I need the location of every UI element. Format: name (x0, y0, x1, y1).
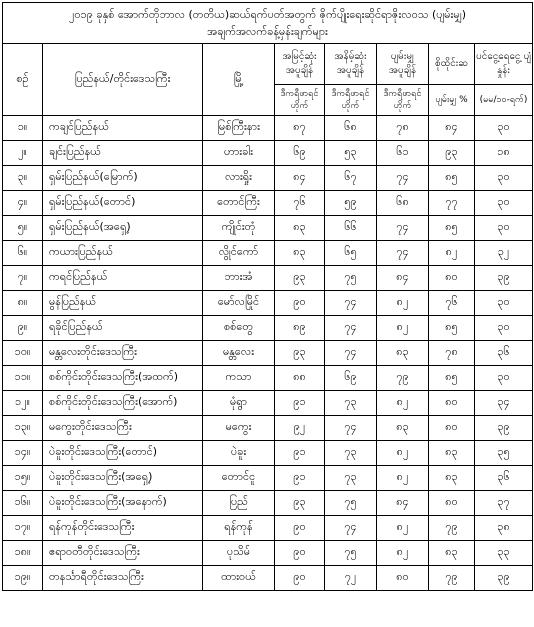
rainfall: ၃၆ (475, 466, 533, 491)
header-avg-temp: ပျမ်းမျှ အပူချိန် (377, 44, 429, 85)
region-name: စစ်ကိုင်းတိုင်းဒေသကြီး(အောက်) (43, 391, 203, 416)
avg-temp: ၈၂ (377, 516, 429, 541)
humidity: ၈၃ (429, 541, 475, 566)
rainfall: ၃၀ (475, 216, 533, 241)
unit-min-temp: ဒီကရီဖာရင် ဟိုက် (325, 85, 377, 116)
row-number: ၉။ (3, 316, 43, 341)
town-name: စစ်တွေ (203, 316, 275, 341)
region-name: မန္တလေးတိုင်းဒေသကြီး (43, 341, 203, 366)
rainfall: ၃၀ (475, 116, 533, 141)
min-temp: ၇၄ (325, 341, 377, 366)
town-name: ပြည် (203, 491, 275, 516)
unit-humidity: ပျမ်းမျှ % (429, 85, 475, 116)
row-number: ၁၈။ (3, 541, 43, 566)
max-temp: ၆၉ (275, 141, 325, 166)
title-line-1: ၂၀၁၉ ခုနှစ် အောက်တိုဘာလ (တတိယ)ဆယ်ရက်ပတ်အတွက် ဇိုက်ပျိုးရေးဆိုင်ရာဇိုးလဝသ (ပျမ်းမျှ) (68, 8, 467, 21)
weather-table (2, 2, 533, 591)
rainfall: ၃၃ (475, 541, 533, 566)
humidity: ၇၇ (429, 191, 475, 216)
region-name: မွန်ပြည်နယ် (43, 291, 203, 316)
region-name: ရှမ်းပြည်နယ်(တောင်) (43, 191, 203, 216)
max-temp: ၉၀ (275, 541, 325, 566)
row-number: ၂။ (3, 141, 43, 166)
rainfall: ၃၉ (475, 416, 533, 441)
row-number: ၄။ (3, 191, 43, 216)
row-number: ၁၉။ (3, 566, 43, 591)
rainfall: ၃၂ (475, 241, 533, 266)
avg-temp: ၈၂ (377, 391, 429, 416)
avg-temp: ၆၁ (377, 141, 429, 166)
town-name: ကျိုင်းတုံ (203, 216, 275, 241)
header-max-temp: အမြင့်ဆုံး အပူချိန် (275, 44, 325, 85)
table-row (3, 316, 533, 341)
rainfall: ၃၉ (475, 266, 533, 291)
region-name: စစ်ကိုင်းတိုင်းဒေသကြီး(အထက်) (43, 366, 203, 391)
table-row (3, 291, 533, 316)
avg-temp: ၆၈ (377, 191, 429, 216)
min-temp: ၇၃ (325, 466, 377, 491)
max-temp: ၉၁ (275, 391, 325, 416)
max-temp: ၉၃ (275, 341, 325, 366)
table-row (3, 491, 533, 516)
row-number: ၁၆။ (3, 491, 43, 516)
region-name: ရန်ကုန်တိုင်းဒေသကြီး (43, 516, 203, 541)
town-name: ပဲခူး (203, 441, 275, 466)
avg-temp: ၈၂ (377, 541, 429, 566)
avg-temp: ၈၃ (377, 341, 429, 366)
town-name: လွိုင်ကော် (203, 241, 275, 266)
town-name: မကွေး (203, 416, 275, 441)
avg-temp: ၇၄ (377, 241, 429, 266)
header-region: ပြည်နယ်/တိုင်းဒေသကြီး (43, 44, 203, 116)
humidity: ၈၅ (429, 216, 475, 241)
row-number: ၁၂။ (3, 391, 43, 416)
avg-temp: ၈၂ (377, 441, 429, 466)
humidity: ၈၂ (429, 241, 475, 266)
town-name: ဘားအံ (203, 266, 275, 291)
min-temp: ၅၉ (325, 191, 377, 216)
row-number: ၁၁။ (3, 366, 43, 391)
table-row (3, 141, 533, 166)
max-temp: ၉၀ (275, 291, 325, 316)
table-row (3, 166, 533, 191)
min-temp: ၇၅ (325, 541, 377, 566)
title-line-2: အချက်အလက်ခန့်မှန်းချက်များ (207, 25, 328, 38)
row-number: ၇။ (3, 266, 43, 291)
min-temp: ၇၄ (325, 316, 377, 341)
table-row (3, 441, 533, 466)
rainfall: ၃၆ (475, 341, 533, 366)
region-name: ဧရာဝတီတိုင်းဒေသကြီး (43, 541, 203, 566)
min-temp: ၆၅ (325, 241, 377, 266)
rainfall: ၃၀ (475, 291, 533, 316)
row-number: ၁၄။ (3, 441, 43, 466)
row-number: ၁။ (3, 116, 43, 141)
town-name: တောင်ကြီး (203, 191, 275, 216)
humidity: ၇၈ (429, 341, 475, 366)
table-row (3, 266, 533, 291)
min-temp: ၆၇ (325, 166, 377, 191)
avg-temp: ၈၀ (377, 566, 429, 591)
min-temp: ၇၃ (325, 391, 377, 416)
avg-temp: ၈၂ (377, 316, 429, 341)
humidity: ၈၃ (429, 466, 475, 491)
max-temp: ၈၇ (275, 116, 325, 141)
humidity: ၈၀ (429, 416, 475, 441)
row-number: ၃။ (3, 166, 43, 191)
max-temp: ၉၀ (275, 516, 325, 541)
rainfall: ၃၉ (475, 566, 533, 591)
rainfall: ၁၈ (475, 141, 533, 166)
town-name: ကသာ (203, 366, 275, 391)
max-temp: ၇၆ (275, 191, 325, 216)
max-temp: ၉၀ (275, 566, 325, 591)
table-row (3, 516, 533, 541)
humidity: ၈၄ (429, 116, 475, 141)
max-temp: ၈၉ (275, 316, 325, 341)
max-temp: ၈၃ (275, 216, 325, 241)
min-temp: ၇၂ (325, 566, 377, 591)
max-temp: ၉၂ (275, 416, 325, 441)
max-temp: ၉၃ (275, 266, 325, 291)
avg-temp: ၈၂ (377, 291, 429, 316)
min-temp: ၅၃ (325, 141, 377, 166)
avg-temp: ၈၄ (377, 491, 429, 516)
table-row (3, 541, 533, 566)
rainfall: ၃၄ (475, 391, 533, 416)
min-temp: ၇၃ (325, 441, 377, 466)
avg-temp: ၇၉ (377, 366, 429, 391)
rainfall: ၃၀ (475, 366, 533, 391)
table-title (3, 3, 533, 44)
rainfall: ၃၀ (475, 191, 533, 216)
min-temp: ၆၆ (325, 216, 377, 241)
region-name: ကယားပြည်နယ် (43, 241, 203, 266)
header-town: မြို့ (203, 44, 275, 116)
header-rainfall: ပင်ငွေ့ရေငွေ့ ပျံနှုန်း (475, 44, 533, 85)
table-body (3, 116, 533, 591)
min-temp: ၆၉ (325, 366, 377, 391)
table-row (3, 116, 533, 141)
humidity: ၈၅ (429, 316, 475, 341)
min-temp: ၇၅ (325, 266, 377, 291)
min-temp: ၇၅ (325, 491, 377, 516)
town-name: ပုသိမ် (203, 541, 275, 566)
table-row (3, 566, 533, 591)
min-temp: ၇၄ (325, 516, 377, 541)
table-row (3, 366, 533, 391)
max-temp: ၉၁ (275, 441, 325, 466)
avg-temp: ၈၄ (377, 266, 429, 291)
humidity: ၈၅ (429, 166, 475, 191)
rainfall: ၃၈ (475, 516, 533, 541)
town-name: တောင်ငူ (203, 466, 275, 491)
region-name: ရခိုင်ပြည်နယ် (43, 316, 203, 341)
unit-rainfall: (မမ/၁၀-ရက်) (475, 85, 533, 116)
max-temp: ၈၈ (275, 366, 325, 391)
town-name: ရန်ကုန် (203, 516, 275, 541)
row-number: ၈။ (3, 291, 43, 316)
humidity: ၇၆ (429, 291, 475, 316)
region-name: တနင်္သာရီတိုင်းဒေသကြီး (43, 566, 203, 591)
unit-max-temp: ဒီကရီဖာရင် ဟိုက် (275, 85, 325, 116)
avg-temp: ၈၂ (377, 466, 429, 491)
avg-temp: ၇၄ (377, 166, 429, 191)
table-row (3, 191, 533, 216)
max-temp: ၉၃ (275, 491, 325, 516)
table-row (3, 391, 533, 416)
table-row (3, 241, 533, 266)
humidity: ၈၀ (429, 391, 475, 416)
row-number: ၁၀။ (3, 341, 43, 366)
rainfall: ၃၇ (475, 491, 533, 516)
town-name: ဟားခါး (203, 141, 275, 166)
unit-avg-temp: ဒီကရီဖာရင် ဟိုက် (377, 85, 429, 116)
avg-temp: ၈၃ (377, 416, 429, 441)
humidity: ၈၀ (429, 491, 475, 516)
header-min-temp: အနိမ့်ဆုံး အပူချိန် (325, 44, 377, 85)
table-row (3, 416, 533, 441)
avg-temp: ၇၄ (377, 216, 429, 241)
row-number: ၁၇။ (3, 516, 43, 541)
region-name: ပဲခူးတိုင်းဒေသကြီး(အနောက်) (43, 491, 203, 516)
row-number: ၁၃။ (3, 416, 43, 441)
town-name: မြစ်ကြီးနား (203, 116, 275, 141)
region-name: ရှမ်းပြည်နယ်(အရှေ့) (43, 216, 203, 241)
humidity: ၈၅ (429, 366, 475, 391)
rainfall: ၃၀ (475, 166, 533, 191)
region-name: ရှမ်းပြည်နယ်(မြောက်) (43, 166, 203, 191)
town-name: မော်လမြိုင် (203, 291, 275, 316)
town-name: မန္တလေး (203, 341, 275, 366)
town-name: ထားဝယ် (203, 566, 275, 591)
rainfall: ၃၀ (475, 316, 533, 341)
row-number: ၆။ (3, 241, 43, 266)
region-name: ပဲခူးတိုင်းဒေသကြီး(တောင်) (43, 441, 203, 466)
town-name: မုံရွာ (203, 391, 275, 416)
region-name: ကချင်ပြည်နယ် (43, 116, 203, 141)
rainfall: ၃၅ (475, 441, 533, 466)
max-temp: ၈၄ (275, 166, 325, 191)
table-row (3, 466, 533, 491)
avg-temp: ၇၈ (377, 116, 429, 141)
humidity: ၈၃ (429, 441, 475, 466)
header-no: စဉ် (3, 44, 43, 116)
region-name: ကရင်ပြည်နယ် (43, 266, 203, 291)
region-name: မကွေးတိုင်းဒေသကြီး (43, 416, 203, 441)
row-number: ၅။ (3, 216, 43, 241)
town-name: လားရှိုး (203, 166, 275, 191)
humidity: ၇၉ (429, 566, 475, 591)
table-row (3, 216, 533, 241)
humidity: ၉၃ (429, 141, 475, 166)
humidity: ၈၀ (429, 266, 475, 291)
max-temp: ၉၁ (275, 466, 325, 491)
row-number: ၁၅။ (3, 466, 43, 491)
min-temp: ၆၈ (325, 116, 377, 141)
header-humidity: စိုထိုင်းဆ (429, 44, 475, 85)
table-row (3, 341, 533, 366)
min-temp: ၇၄ (325, 416, 377, 441)
min-temp: ၇၄ (325, 291, 377, 316)
humidity: ၇၉ (429, 516, 475, 541)
max-temp: ၈၃ (275, 241, 325, 266)
region-name: ပဲခူးတိုင်းဒေသကြီး(အရှေ့) (43, 466, 203, 491)
region-name: ချင်းပြည်နယ် (43, 141, 203, 166)
